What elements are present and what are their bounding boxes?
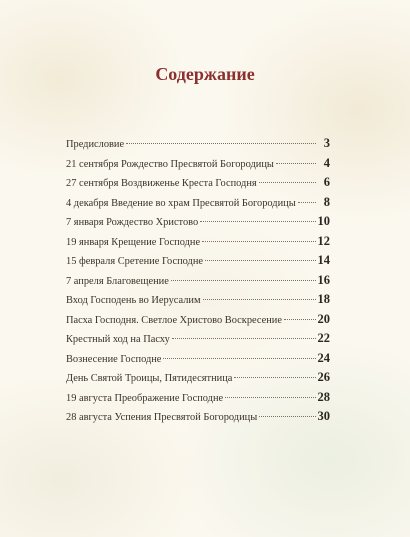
- toc-entry-page-number: 3: [323, 136, 330, 150]
- toc-entry[interactable]: [66, 136, 330, 156]
- dot-leader: [171, 280, 316, 281]
- toc-entry-date: 19 августа: [66, 392, 112, 404]
- toc-entry-page-number: 16: [317, 272, 330, 287]
- toc-entry[interactable]: [66, 312, 330, 332]
- toc-entry-page-number: 28: [317, 389, 330, 404]
- toc-entry-title: Предисловие: [66, 139, 125, 150]
- toc-entry-title: Крестный ход на Пасху: [66, 334, 170, 345]
- toc-entry-page-number: 12: [317, 233, 330, 248]
- toc-entry-page-number: 26: [317, 370, 330, 384]
- toc-entry-date: 27 сентября: [66, 178, 119, 189]
- toc-entry-page-number: 24: [317, 350, 330, 365]
- dot-leader: [234, 377, 315, 378]
- toc-entry-page-number: 18: [317, 292, 330, 306]
- toc-entry[interactable]: [66, 214, 330, 234]
- dot-leader: [276, 163, 316, 164]
- toc-entry-date: 28 августа: [66, 412, 112, 423]
- toc-entry-page-number: 30: [317, 409, 330, 423]
- toc-entry[interactable]: [66, 331, 330, 351]
- toc-entry[interactable]: [66, 273, 330, 293]
- toc-entry-page-number: 4: [323, 155, 330, 170]
- toc-entry[interactable]: [66, 156, 330, 176]
- toc-entry-date: 21 сентября: [66, 158, 119, 170]
- dot-leader: [172, 338, 316, 339]
- toc-entry-date: 19 января: [66, 236, 109, 248]
- dot-leader: [205, 260, 315, 261]
- toc-entry-title: Пасха Господня. Светлое Христово Воскресение: [66, 314, 282, 326]
- toc-entry-title: Введение во храм Пресвятой Богородицы: [111, 197, 296, 209]
- toc-entry-date: 7 апреля: [66, 275, 104, 287]
- toc-entry-title: День Святой Троицы, Пятидесятница: [66, 373, 233, 384]
- toc-entry-page-number: 20: [317, 311, 330, 326]
- toc-entry[interactable]: [66, 234, 330, 254]
- toc-entry-title: Воздвиженье Креста Господня: [120, 178, 257, 189]
- toc-entry-date: 4 декабря: [66, 197, 109, 209]
- dot-leader: [225, 397, 315, 398]
- toc-entry-title: Успения Пресвятой Богородицы: [114, 412, 258, 423]
- toc-entry-page-number: 14: [317, 253, 330, 267]
- table-of-contents: [66, 136, 330, 429]
- dot-leader: [259, 182, 316, 183]
- dot-leader: [126, 143, 316, 144]
- toc-entry-title: Преображение Господне: [114, 392, 224, 404]
- toc-entry[interactable]: [66, 409, 330, 429]
- dot-leader: [259, 416, 315, 417]
- dot-leader: [284, 319, 316, 320]
- toc-entry-title: Вознесение Господне: [66, 353, 162, 365]
- toc-entry[interactable]: [66, 292, 330, 312]
- toc-entry-title: Благовещение: [106, 275, 169, 287]
- dot-leader: [163, 358, 315, 359]
- toc-entry-page-number: 22: [317, 331, 330, 345]
- toc-entry-title: Вход Господень во Иерусалим: [66, 295, 201, 306]
- dot-leader: [202, 241, 315, 242]
- toc-entry-date: 15 февраля: [66, 256, 116, 267]
- dot-leader: [298, 202, 316, 203]
- toc-entry[interactable]: [66, 390, 330, 410]
- dot-leader: [200, 221, 315, 222]
- toc-entry-title: Крещение Господне: [111, 236, 201, 248]
- page-title: Содержание: [155, 64, 255, 84]
- toc-entry-page-number: 8: [323, 194, 330, 209]
- toc-entry-date: 7 января: [66, 217, 104, 228]
- toc-entry-page-number: 6: [323, 175, 330, 189]
- toc-entry[interactable]: [66, 370, 330, 390]
- toc-entry[interactable]: [66, 175, 330, 195]
- toc-entry[interactable]: [66, 195, 330, 215]
- toc-entry-title: Рождество Христово: [106, 217, 199, 228]
- toc-entry[interactable]: [66, 351, 330, 371]
- toc-entry-page-number: 10: [317, 214, 330, 228]
- dot-leader: [203, 299, 316, 300]
- toc-entry-title: Сретение Господне: [117, 256, 204, 267]
- toc-entry-title: Рождество Пресвятой Богородицы: [120, 158, 274, 170]
- toc-entry[interactable]: [66, 253, 330, 273]
